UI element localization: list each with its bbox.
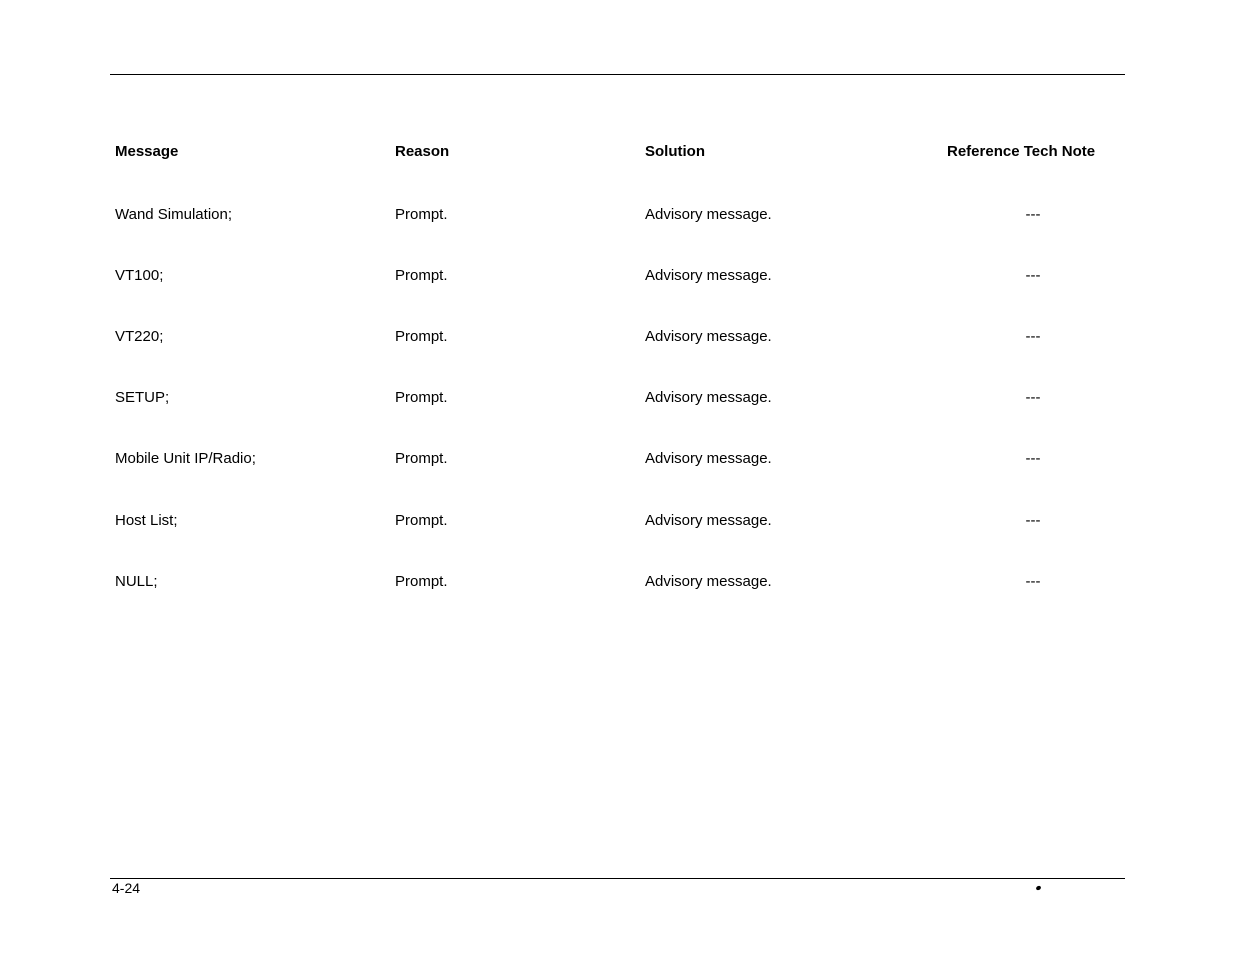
table-row-solution: Advisory message.: [645, 389, 772, 406]
table-row-reference: ---: [1025, 573, 1041, 590]
table-row-reason: Prompt.: [395, 389, 448, 406]
table-row-solution: Advisory message.: [645, 328, 772, 345]
table-row-message: Host List;: [115, 512, 178, 529]
table-row-reason: Prompt.: [395, 512, 448, 529]
table-row-solution: Advisory message.: [645, 573, 772, 590]
table-row-message: Wand Simulation;: [115, 206, 232, 223]
table-row-message: SETUP;: [115, 389, 170, 406]
table-row-reference: ---: [1025, 206, 1041, 223]
table-row-message: Mobile Unit IP/Radio;: [115, 450, 256, 467]
table-row-message: VT100;: [115, 267, 164, 284]
table-row-solution: Advisory message.: [645, 450, 772, 467]
table-row-solution: Advisory message.: [645, 267, 772, 284]
bullet-mark-icon: [1035, 885, 1041, 891]
column-header-solution: Solution: [645, 143, 705, 160]
table-row-reason: Prompt.: [395, 328, 448, 345]
table-row-message: VT220;: [115, 328, 164, 345]
table-row-reference: ---: [1025, 512, 1041, 529]
table-row-reference: ---: [1025, 267, 1041, 284]
table-row-reference: ---: [1025, 328, 1041, 345]
table-row-message: NULL;: [115, 573, 158, 590]
table-row-reason: Prompt.: [395, 267, 448, 284]
table-row-reason: Prompt.: [395, 450, 448, 467]
page-number: 4-24: [112, 880, 141, 896]
table-row-solution: Advisory message.: [645, 206, 772, 223]
column-header-message: Message: [115, 143, 179, 160]
table-row-reference: ---: [1025, 450, 1041, 467]
footer-rule: [110, 878, 1125, 879]
table-row-solution: Advisory message.: [645, 512, 772, 529]
column-header-reason: Reason: [395, 143, 450, 160]
table-row-reference: ---: [1025, 389, 1041, 406]
column-header-reference: Reference Tech Note: [947, 143, 1096, 160]
table-row-reason: Prompt.: [395, 206, 448, 223]
header-rule: [110, 74, 1125, 75]
table-row-reason: Prompt.: [395, 573, 448, 590]
